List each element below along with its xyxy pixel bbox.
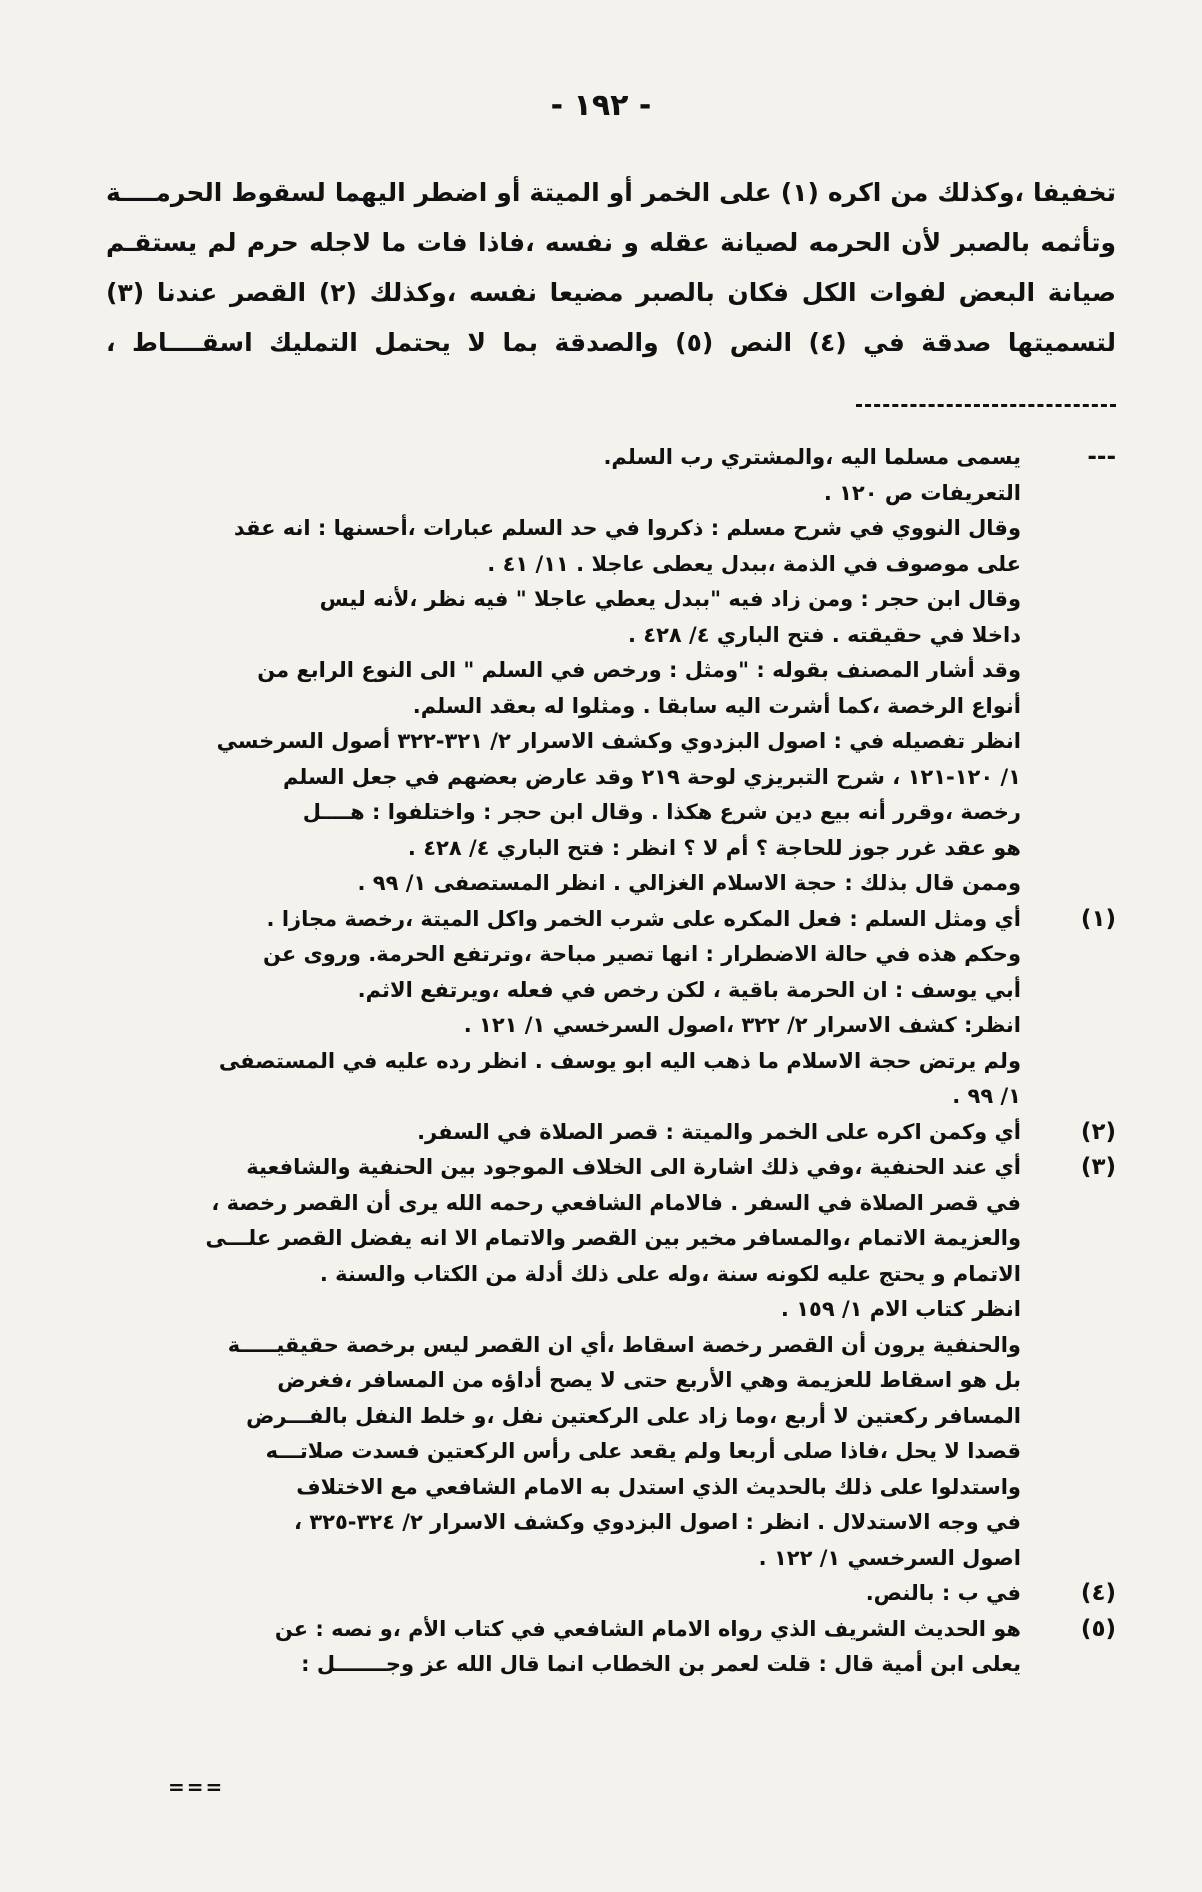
main-text-line: صيانة البعض لفوات الكل فكان بالصبر مضيعا نفسه ،وكذلك (٢) القصر عندنا (٣) [106, 278, 1116, 307]
footnote-line: واستدلوا على ذلك بالحديث الذي استدل به الامام الشافعي مع الاختلاف [296, 1474, 1021, 1499]
footnote-line: في ب : بالنص. [865, 1581, 1021, 1605]
footnote-line: التعريفات ص ١٢٠ . [823, 480, 1021, 505]
main-text-line: لتسميتها صدقة في (٤) النص (٥) والصدقة بما لا يحتمل التمليك اسقــــاط ، [106, 328, 1117, 357]
footnote-body [86, 902, 1021, 1115]
footnote-line: وقال النووي في شرح مسلم : ذكروا في حد السلم عبارات ،أحسنها : انه عقد [233, 516, 1021, 540]
footnote-line: أنواع الرخصة ،كما أشرت اليه سابقا . ومثلوا له بعقد السلم. [412, 693, 1021, 718]
main-text-line: وتأثمه بالصبر لأن الحرمه لصيانة عقله و نفسه ،فاذا فات ما لاجله حرم لم يستقـم [106, 228, 1116, 257]
footnote-body [86, 1115, 1021, 1151]
footnote-line: والعزيمة الاتمام ،والمسافر مخير بين القصر والاتمام الا انه يفضل القصر علـــى [205, 1226, 1021, 1250]
footnote-line: رخصة ،وقرر أنه بيع دين شرع هكذا . وقال ابن حجر : واختلفوا : هــــل [302, 800, 1021, 824]
page-number: - ١٩٢ - [550, 88, 652, 123]
footnote-body [86, 440, 1021, 902]
footnote-line: وحكم هذه في حالة الاضطرار : انها تصير مباحة ،وترتفع الحرمة. وروى عن [262, 942, 1021, 966]
footnote-separator [856, 404, 1116, 407]
footnote-line: اصول السرخسي ١/ ١٢٢ . [758, 1545, 1021, 1570]
footnote-label: (٣) [1080, 1154, 1116, 1180]
footnote-line: وممن قال بذلك : حجة الاسلام الغزالي . انظر المستصفى ١/ ٩٩ . [357, 871, 1021, 895]
footnote-line: أي عند الحنفية ،وفي ذلك اشارة الى الخلاف الموجود بين الحنفية والشافعية [246, 1155, 1021, 1179]
footnote-body [86, 1150, 1021, 1576]
footnote-line: والحنفية يرون أن القصر رخصة اسقاط ،أي ان القصر ليس برخصة حقيقيـــــة [227, 1332, 1021, 1357]
footnote-line: يعلى ابن أمية قال : قلت لعمر بن الخطاب انما قال الله عز وجـــــــل : [301, 1652, 1021, 1676]
footnote-line: هو عقد غرر جوز للحاجة ؟ أم لا ؟ انظر : فتح الباري ٤/ ٤٢٨ . [407, 835, 1021, 860]
footnote-line: هو الحديث الشريف الذي رواه الامام الشافعي في كتاب الأم ،و نصه : عن [274, 1616, 1021, 1641]
footnote-4 [86, 1576, 1116, 1612]
footnote-line: الاتمام و يحتج عليه لكونه سنة ،وله على ذلك أدلة من الكتاب والسنة . [319, 1261, 1021, 1286]
footnote-line: بل هو اسقاط للعزيمة وهي الأربع حتى لا يصح أداؤه من المسافر ،فغرض [277, 1368, 1021, 1392]
footnote-line: أي وكمن اكره على الخمر والميتة : قصر الصلاة في السفر. [417, 1119, 1021, 1144]
footnote-line: قصدا لا يحل ،فاذا صلى أربعا ولم يقعد على رأس الركعتين فسدت صلاتـــه [265, 1439, 1021, 1463]
footnote-label: --- [1087, 444, 1116, 470]
footnote-line: وقال ابن حجر : ومن زاد فيه "ببدل يعطي عاجلا " فيه نظر ،لأنه ليس [319, 587, 1021, 611]
footnote-line: انظر تفصيله في : اصول البزدوي وكشف الاسرار ٢/ ٣٢١-٣٢٢ أصول السرخسي [216, 729, 1021, 753]
footnote-line: المسافر ركعتين لا أربع ،وما زاد على الركعتين نفل ،و خلط النفل بالفـــرض [246, 1403, 1021, 1428]
footnote-label: (٢) [1080, 1118, 1116, 1145]
footnote-2 [86, 1115, 1116, 1151]
footnote-line: ١/ ٩٩ . [952, 1084, 1021, 1108]
footnote-line: داخلا في حقيقته . فتح الباري ٤/ ٤٢٨ . [627, 622, 1021, 647]
footnote-continued [86, 440, 1116, 902]
footnote-body [86, 1612, 1021, 1683]
main-text [106, 168, 1116, 368]
footnote-line: انظر كتاب الام ١/ ١٥٩ . [780, 1297, 1021, 1321]
footnote-1 [86, 902, 1116, 1115]
footnote-5 [86, 1612, 1116, 1683]
footnote-label: (٥) [1080, 1615, 1116, 1642]
footnote-3 [86, 1150, 1116, 1576]
footnote-line: أي ومثل السلم : فعل المكره على شرب الخمر واكل الميتة ،رخصة مجازا . [266, 906, 1021, 931]
footnote-line: وقد أشار المصنف بقوله : "ومثل : ورخص في السلم " الى النوع الرابع من [257, 658, 1021, 682]
footnotes [86, 440, 1116, 1683]
footnote-body [86, 1576, 1021, 1612]
footnote-line: في قصر الصلاة في السفر . فالامام الشافعي رحمه الله يرى أن القصر رخصة ، [211, 1190, 1021, 1215]
footnote-label: (١) [1080, 905, 1116, 932]
continuation-mark: === [168, 1775, 225, 1799]
footnote-line: أبي يوسف : ان الحرمة باقية ، لكن رخص في فعله ،ويرتفع الاثم. [357, 977, 1021, 1002]
footnote-line: انظر: كشف الاسرار ٢/ ٣٢٢ ،اصول السرخسي ١/ ١٢١ . [463, 1013, 1021, 1037]
footnote-label: (٤) [1080, 1580, 1116, 1606]
footnote-line: يسمى مسلما اليه ،والمشتري رب السلم. [603, 445, 1021, 469]
footnote-line: في وجه الاستدلال . انظر : اصول البزدوي وكشف الاسرار ٢/ ٣٢٤-٣٢٥ ، [294, 1510, 1021, 1534]
footnote-line: على موصوف في الذمة ،ببدل يعطى عاجلا . ١١/ ٤١ . [487, 551, 1021, 576]
footnote-line: ١/ ١٢٠-١٢١ ، شرح التبريزي لوحة ٢١٩ وقد عارض بعضهم في جعل السلم [282, 764, 1021, 789]
main-text-line: تخفيفا ،وكذلك من اكره (١) على الخمر أو الميتة أو اضطر اليهما لسقوط الحرمــــة [106, 178, 1116, 207]
footnote-line: ولم يرتض حجة الاسلام ما ذهب اليه ابو يوسف . انظر رده عليه في المستصفى [218, 1048, 1021, 1073]
